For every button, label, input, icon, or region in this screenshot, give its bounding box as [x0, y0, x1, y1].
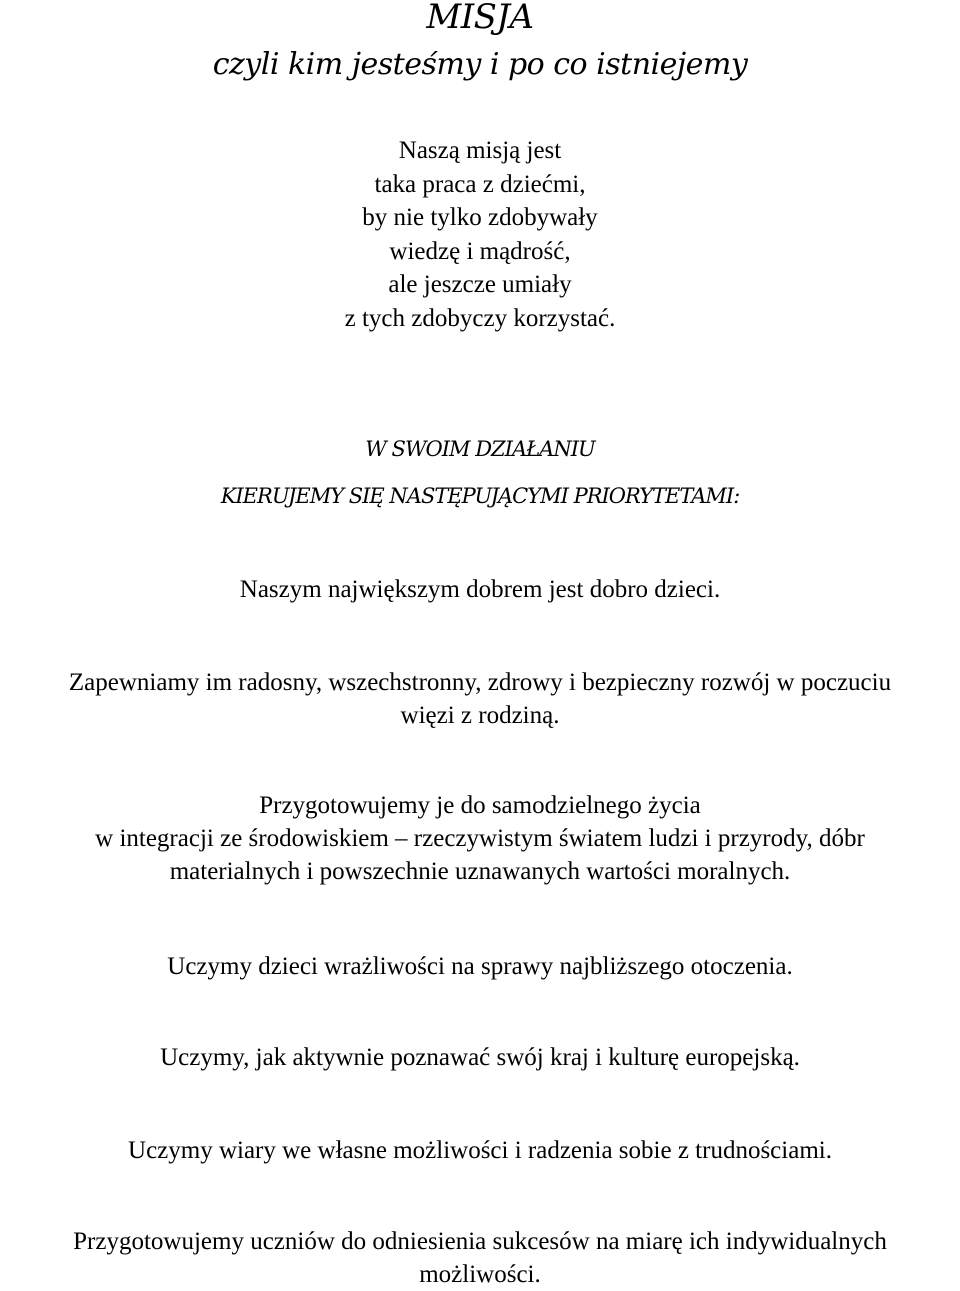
paragraph-line: Przygotowujemy uczniów do odniesienia sukcesów na miarę ich indywidualnych — [73, 1228, 887, 1255]
priority-paragraph — [0, 573, 960, 606]
mission-line: taka praca z dziećmi, — [374, 170, 586, 198]
paragraph-line: więzi z rodziną. — [400, 702, 560, 729]
paragraph-line: materialnych i powszechnie uznawanych wartości moralnych. — [169, 858, 791, 885]
mission-line: ale jeszcze umiały — [388, 271, 572, 298]
priority-paragraph — [0, 1225, 960, 1291]
priority-paragraph — [0, 1134, 960, 1167]
mission-statement — [0, 134, 960, 335]
paragraph-line: możliwości. — [419, 1261, 541, 1288]
mission-line: by nie tylko zdobywały — [362, 204, 598, 231]
mission-line: Naszą misją jest — [398, 137, 562, 164]
priorities-heading-line-2: KIERUJEMY SIĘ NASTĘPUJĄCYMI PRIORYTETAMI: — [220, 484, 740, 508]
paragraph-line: Zapewniamy im radosny, wszechstronny, zdrowy i bezpieczny rozwój w poczuciu — [68, 669, 892, 696]
mission-line: wiedzę i mądrość, — [389, 237, 571, 265]
paragraph-line: w integracji ze środowiskiem – rzeczywistym światem ludzi i przyrody, dóbr — [95, 825, 865, 852]
paragraph-line: Uczymy wiary we własne możliwości i radzenia sobie z trudnościami. — [128, 1137, 832, 1164]
paragraph-line: Uczymy dzieci wrażliwości na sprawy najbliższego otoczenia. — [167, 953, 793, 980]
document-subtitle: czyli kim jesteśmy i po co istniejemy — [212, 47, 748, 82]
priority-paragraph — [0, 1041, 960, 1074]
mission-line: z tych zdobyczy korzystać. — [344, 304, 616, 332]
paragraph-line: Naszym największym dobrem jest dobro dzieci. — [239, 576, 721, 603]
document-title: MISJA — [426, 0, 534, 37]
priority-paragraph — [0, 789, 960, 888]
paragraph-line: Uczymy, jak aktywnie poznawać swój kraj i kulturę europejską. — [160, 1044, 800, 1071]
priority-paragraph — [0, 666, 960, 732]
priorities-heading-line-1: W SWOIM DZIAŁANIU — [365, 437, 595, 461]
paragraph-line: Przygotowujemy je do samodzielnego życia — [259, 792, 701, 819]
priority-paragraph — [0, 950, 960, 983]
